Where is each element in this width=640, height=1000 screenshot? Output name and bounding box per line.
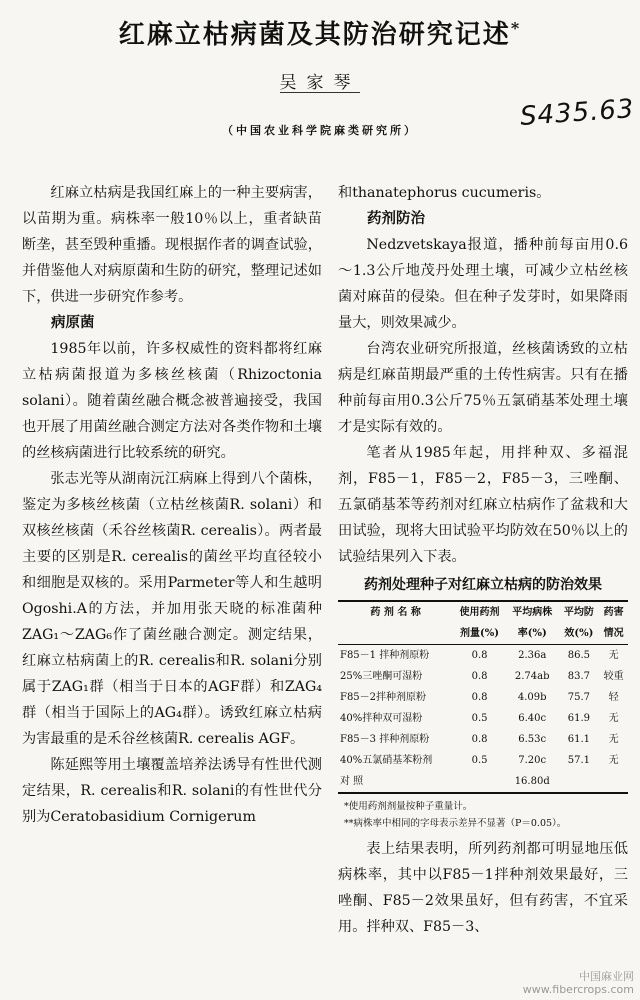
table-cell: 0.8: [471, 734, 488, 745]
table-notes: [344, 798, 628, 832]
paragraph: 1985年以前，许多权威性的资料都将红麻立枯病菌报道为多核丝核菌（Rhizoctonia solani）。随着菌丝融合概念被普遍接受，我国也开展了用菌丝融合测定方法对各类作物和土壤的丝核病菌进行比较系统的研究。: [22, 341, 322, 461]
title-footnote-mark: *: [510, 18, 522, 38]
table-cell: [599, 771, 628, 793]
author-name: 吴家琴: [279, 73, 361, 93]
table-cell: F85－3 拌种剂原粉: [340, 734, 430, 745]
section-heading-chemical-control: 药剂防治: [367, 210, 425, 227]
table-cell: 较重: [603, 671, 624, 682]
table-cell: 16.80d: [506, 771, 559, 793]
paragraph: 台湾农业研究所报道，丝核菌诱致的立枯病是红麻苗期最严重的土传性病害。只有在播种前每亩用0.3公斤75％五氯硝基苯处理土壤才是实际有效的。: [338, 341, 628, 435]
table-header-cell: 药害: [599, 601, 628, 623]
table-header-cell: 平均病株: [506, 601, 559, 623]
right-column: [338, 180, 628, 940]
table-header-row: [338, 601, 628, 623]
watermark-line: www.fibercrops.com: [522, 983, 634, 996]
table-cell: [453, 771, 506, 793]
handwritten-call-number: S435.63: [519, 94, 636, 132]
table-cell: 0.5: [471, 713, 488, 724]
table-note: **病株率中相同的字母表示差异不显著（P＝0.05）。: [344, 818, 567, 829]
table-cell: [559, 771, 600, 793]
paragraph: 陈延熙等用土壤覆盖培养法诱导有性世代测定结果，R. cerealis和R. solani的有性世代分别为Ceratobasidium Cornigerum: [22, 757, 322, 825]
table-cell: F85－2拌种剂原粉: [340, 692, 427, 703]
table-header-cell: 效(%): [559, 623, 600, 645]
table-title: 药剂处理种子对红麻立枯病的防治效果: [364, 577, 602, 593]
table-cell: 61.1: [567, 734, 591, 745]
watermark-line: 中国麻业网: [579, 970, 634, 983]
table-header-cell: 平均防: [559, 601, 600, 623]
paragraph-continuation: 和thanatephorus cucumeris。: [338, 185, 551, 201]
table-cell: 0.8: [471, 671, 488, 682]
table-cell: 2.36a: [518, 650, 547, 661]
table-header-row: [338, 623, 628, 645]
table-cell: 无: [608, 734, 619, 745]
table-header-cell: 药 剂 名 称: [338, 601, 453, 623]
table-header-cell: 剂量(%): [453, 623, 506, 645]
table-cell: 无: [608, 713, 619, 724]
site-watermark: [523, 970, 634, 996]
control-effect-table: [338, 600, 628, 794]
table-cell: 2.74ab: [514, 671, 550, 682]
table-cell: 轻: [608, 692, 619, 703]
author-affiliation: （中国农业科学院麻类研究所）: [222, 124, 418, 137]
table-cell: 对 照: [338, 771, 453, 793]
paragraph: 表上结果表明，所列药剂都可明显地压低病株率，其中以F85－1拌种剂效果最好，三唑酮、F85－2效果虽好，但有药害，不宜采用。拌种双、F85－3、: [338, 841, 628, 935]
intro-paragraph: 红麻立枯病是我国红麻上的一种主要病害，以苗期为重。病株率一般10％以上，重者缺苗断垄，甚至毁种重播。现根据作者的调查试验，并借鉴他人对病原菌和生防的研究，整理记述如下，供进一步研究作参考。: [22, 185, 322, 305]
table-cell: 75.7: [567, 692, 591, 703]
table-row: [338, 666, 628, 687]
table-header-cell: 率(%): [506, 623, 559, 645]
table-header-cell: 情况: [599, 623, 628, 645]
table-cell: F85－1 拌种剂原粉: [340, 650, 430, 661]
table-cell: 0.8: [471, 692, 488, 703]
table-row: [338, 750, 628, 771]
table-row: [338, 708, 628, 729]
left-column: [22, 180, 322, 830]
table-cell: 0.5: [471, 755, 488, 766]
paragraph: 笔者从1985年起，用拌种双、多福混剂，F85－1，F85－2，F85－3，三唑酮、五氯硝基苯等药剂对红麻立枯病作了盆栽和大田试验，现将大田试验平均防效在50％以上的试验结果列入下表。: [338, 445, 628, 565]
table-row: [338, 687, 628, 708]
table-cell: 61.9: [567, 713, 591, 724]
paragraph: Nedzvetskaya报道，播种前每亩用0.6～1.3公斤地茂丹处理土壤，可减少立枯丝核菌对麻苗的侵染。但在种子发芽时，如果降雨量大，则效果减少。: [338, 237, 628, 331]
table-cell: 4.09b: [517, 692, 547, 703]
article-title: 红麻立枯病菌及其防治研究记述*: [118, 18, 522, 50]
table-row: [338, 771, 628, 793]
paragraph: 张志光等从湖南沅江病麻上得到八个菌株，鉴定为多核丝核菌（立枯丝核菌R. solani）和双核丝核菌（禾谷丝核菌R. cerealis）。两者最主要的区别是R. cerealis的菌丝平均直径较小和细胞是双核的。采用Parmeter等人和生越明Ogoshi.A的方法，并加用张天晓的标准菌种ZAG₁～ZAG₆作了菌丝融合测定。测定结果，红麻立枯病菌上的R. cerealis和R. solani分别属于ZAG₁群（相当于日本的AGF群）和ZAG₄群（相当于国际上的AG₄群）。诱致红麻立枯病为害最重的是禾谷丝核菌R. cerealis AGF。: [22, 471, 322, 747]
table-note: *使用药剂剂量按种子重量计。: [344, 801, 473, 812]
table-cell: 83.7: [567, 671, 591, 682]
table-cell: 7.20c: [518, 755, 547, 766]
table-cell: 86.5: [567, 650, 591, 661]
table-cell: 25%三唑酮可湿粉: [340, 671, 423, 682]
table-row: [338, 729, 628, 750]
table-cell: 40%五氯硝基苯粉剂: [340, 755, 433, 766]
table-cell: 无: [608, 650, 619, 661]
table-cell: 40%拌种双可湿粉: [340, 713, 423, 724]
table-header-cell: [338, 623, 453, 645]
table-cell: 无: [608, 755, 619, 766]
table-cell: 6.53c: [518, 734, 547, 745]
table-header-cell: 使用药剂: [453, 601, 506, 623]
table-row: [338, 645, 628, 667]
table-cell: 0.8: [471, 650, 488, 661]
table-cell: 57.1: [567, 755, 591, 766]
table-cell: 6.40c: [518, 713, 547, 724]
section-heading-pathogen: 病原菌: [51, 314, 95, 331]
author-underline: [280, 92, 360, 93]
